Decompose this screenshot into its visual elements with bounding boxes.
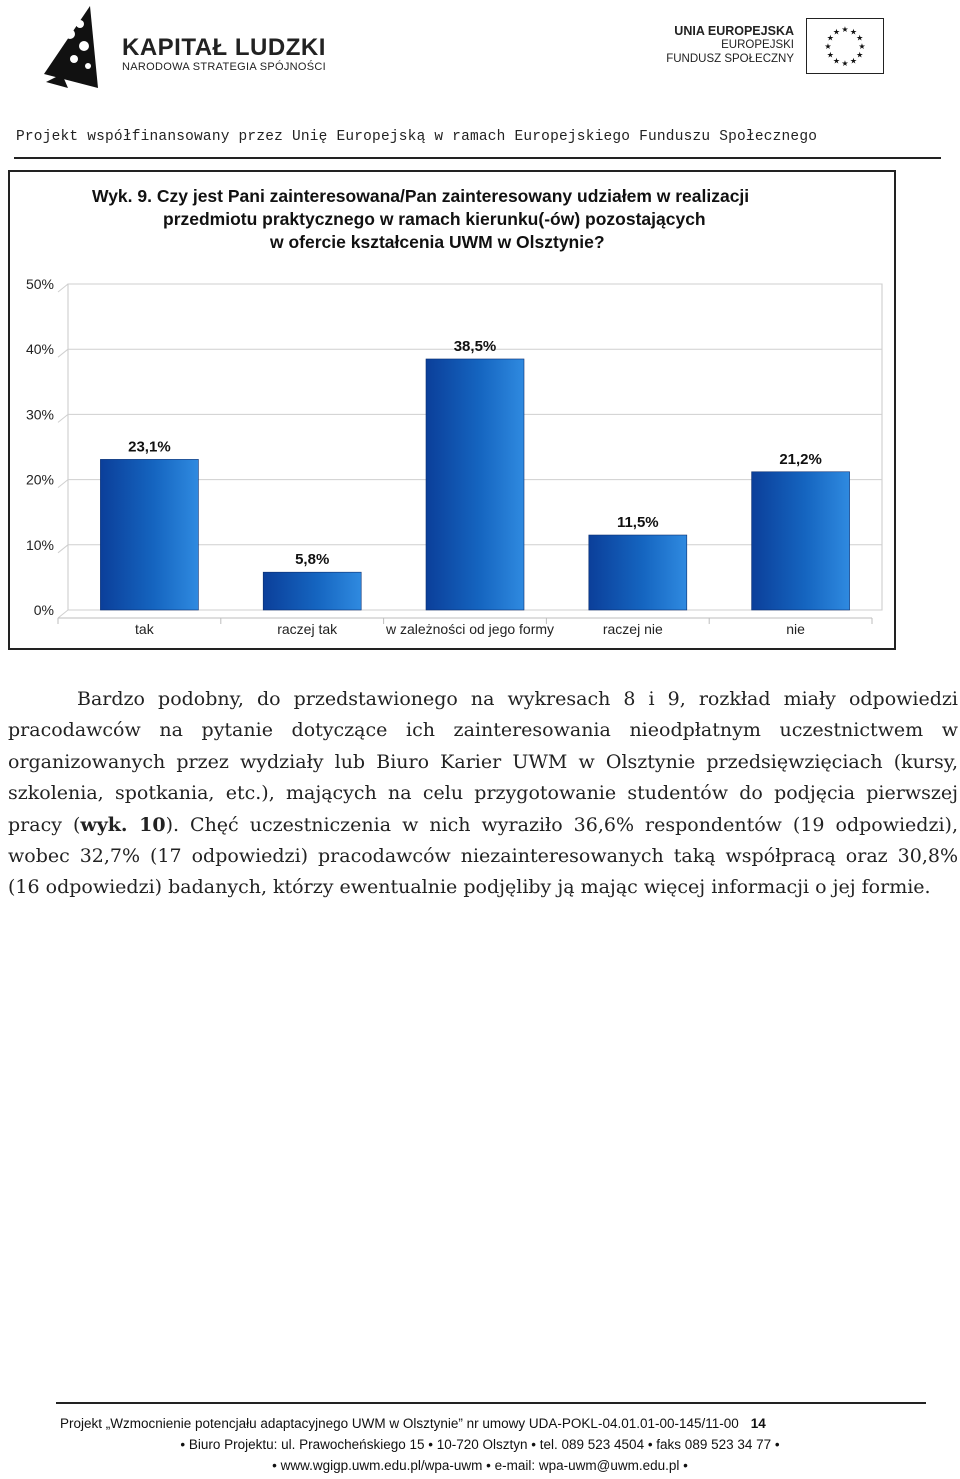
eu-logo (650, 18, 890, 78)
bar-raczej-nie (589, 535, 687, 610)
y-tick-label: 10% (25, 536, 54, 553)
bar-w-zale-no-ci-od-jego-formy (426, 359, 524, 610)
footer-project-name: Projekt „Wzmocnienie potencjału adaptacyjnego UWM w Olsztynie” nr umowy UDA-POKL-04.01.01-00-145/11-00 (60, 1416, 739, 1431)
eu-star-icon: ★ (832, 27, 841, 37)
x-category-label: raczej tak (277, 621, 338, 637)
bar-value-label: 21,2% (779, 450, 822, 468)
kapital-ludzki-logo (40, 4, 330, 94)
logo-left-subtitle: NARODOWA STRATEGIA SPÓJNOŚCI (122, 61, 326, 73)
eu-logo-line2: EUROPEJSKI (721, 39, 794, 51)
eu-star-icon: ★ (824, 42, 832, 51)
body-paragraph (8, 684, 958, 904)
bar-value-label: 23,1% (128, 438, 171, 456)
gridline-depth (58, 284, 68, 292)
eu-star-icon: ★ (849, 27, 858, 37)
y-tick-label: 40% (25, 341, 54, 358)
eu-star-icon: ★ (826, 50, 834, 60)
eu-logo-text (666, 24, 794, 66)
gridline-depth (58, 545, 68, 553)
bar-tak (100, 459, 198, 610)
x-category-label: tak (135, 621, 154, 637)
page-number: 14 (750, 1416, 766, 1431)
y-tick-label: 30% (25, 406, 54, 423)
logo-left-title: KAPITAŁ LUDZKI (122, 34, 326, 61)
paragraph-part1: Bardzo podobny, do przedstawionego na wykresach 8 i 9, rozkład miały odpowiedzi pracodawców na pytanie dotyczące ich zainteresowania nieodpłatnym uczestnictwem w organizowanych przez wydziały lub Biuro Karier UWM w Olsztynie przedsięwzięciach (kursy, szkolenia, spotkania, etc.), mających na celu przygotowanie studentów do podjęcia pierwszej pracy ( (8, 688, 958, 836)
y-tick-label: 50% (25, 276, 54, 292)
x-category-label: w zależności od jego formy (385, 621, 555, 637)
gridline-depth (58, 610, 68, 618)
eu-logo-line1: UNIA EUROPEJSKA (674, 24, 794, 38)
x-category-label: nie (786, 621, 805, 637)
footer-project-line (60, 1416, 766, 1431)
chart-title-line: Wyk. 9. Czy jest Pani zainteresowana/Pan zainteresowany udziałem w realizacji (92, 186, 750, 206)
bar-nie (752, 472, 850, 610)
eu-star-icon: ★ (826, 33, 834, 43)
footer-address-line: • Biuro Projektu: ul. Prawocheńskiego 15 • 10-720 Olsztyn • tel. 089 523 4504 • faks 089 523 34 77 • (180, 1437, 780, 1452)
eu-star-icon: ★ (841, 25, 849, 34)
bar-raczej-tak (263, 572, 361, 610)
paragraph-part2: ). Chęć uczestniczenia w nich wyraziło 36,6% respondentów (19 odpowiedzi), wobec 32,7% (17 odpowiedzi) pracodawców niezainteresowanych taką współpracą oraz 30,8% (16 odpowiedzi) badanych, którzy ewentualnie podjęliby ją mając więcej informacji o jej formie. (8, 813, 959, 899)
eu-star-icon: ★ (856, 50, 864, 60)
chart-title-line: przedmiotu praktycznego w ramach kierunku(-ów) pozostających (163, 209, 706, 229)
eu-star-icon: ★ (856, 33, 864, 43)
gridline-depth (58, 414, 68, 422)
x-category-label: raczej nie (602, 621, 663, 637)
kapital-ludzki-emblem-icon (40, 4, 120, 94)
bar-value-label: 11,5% (616, 514, 659, 532)
chart-title-line: w ofercie kształcenia UWM w Olsztynie? (270, 232, 605, 252)
chart-panel (8, 170, 896, 650)
bar-value-label: 5,8% (295, 551, 330, 569)
eu-flag-icon (806, 18, 884, 74)
bar-value-label: 38,5% (453, 337, 497, 355)
bar-chart (10, 172, 894, 648)
gridline-depth (58, 349, 68, 357)
eu-star-icon: ★ (858, 42, 866, 51)
footer-divider (56, 1402, 926, 1404)
header-divider (14, 157, 941, 159)
gridline-depth (58, 480, 68, 488)
paragraph-figure-ref: wyk. 10 (80, 813, 166, 836)
y-tick-label: 20% (25, 471, 54, 488)
cofinance-note: Projekt współfinansowany przez Unię Europejską w ramach Europejskiego Funduszu Społecznego (16, 129, 818, 145)
footer-contact-line: • www.wgigp.uwm.edu.pl/wpa-uwm • e-mail: wpa-uwm@uwm.edu.pl • (272, 1458, 688, 1473)
eu-star-icon: ★ (832, 56, 841, 66)
eu-star-icon: ★ (841, 59, 849, 68)
eu-star-icon: ★ (849, 56, 858, 66)
eu-logo-line3: FUNDUSZ SPOŁECZNY (666, 53, 794, 65)
y-tick-label: 0% (33, 602, 54, 618)
